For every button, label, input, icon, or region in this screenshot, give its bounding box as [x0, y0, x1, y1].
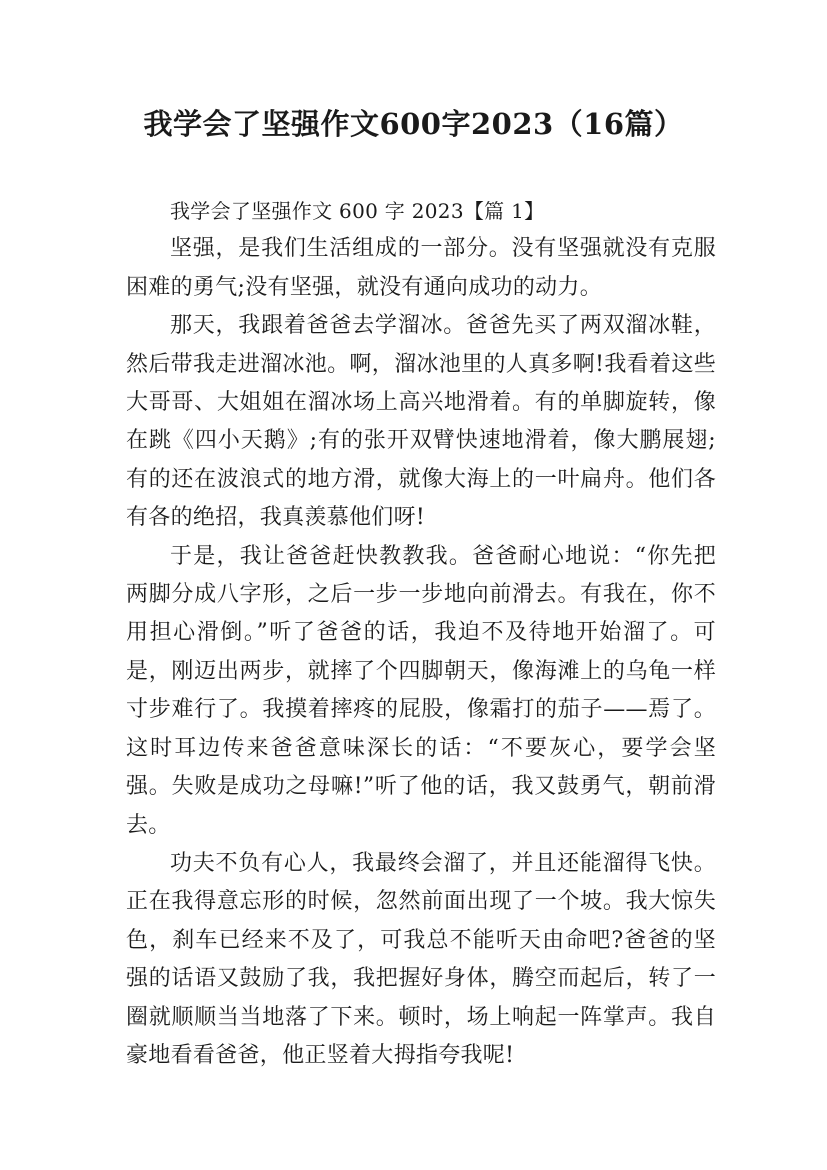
paragraph: 功夫不负有心人，我最终会溜了，并且还能溜得飞快。正在我得意忘形的时候，忽然前面出现了一个坡。我大惊失色，刹车已经来不及了，可我总不能听天由命吧?爸爸的坚强的话语又鼓励了我，我把握好身体，腾空而起后，转了一圈就顺顺当当地落了下来。顿时，场上响起一阵掌声。我自豪地看看爸爸，他正竖着大拇指夸我呢! [126, 850, 716, 1068]
document-body [126, 192, 716, 1075]
paragraph: 那天，我跟着爸爸去学溜冰。爸爸先买了两双溜冰鞋，然后带我走进溜冰池。啊，溜冰池里的人真多啊!我看着这些大哥哥、大姐姐在溜冰场上高兴地滑着。有的单脚旋转，像在跳《四小天鹅》;有的张开双臂快速地滑着，像大鹏展翅;有的还在波浪式的地方滑，就像大海上的一叶扁舟。他们各有各的绝招，我真羡慕他们呀! [126, 313, 716, 531]
document-title: 我学会了坚强作文600字2023（16篇） [143, 107, 684, 141]
section-heading: 我学会了坚强作文 600 字 2023【篇 1】 [170, 199, 545, 223]
paragraph: 坚强，是我们生活组成的一部分。没有坚强就没有克服困难的勇气;没有坚强，就没有通向成功的动力。 [126, 236, 716, 300]
paragraph: 于是，我让爸爸赶快教教我。爸爸耐心地说：“你先把两脚分成八字形，之后一步一步地向前滑去。有我在，你不用担心滑倒。”听了爸爸的话，我迫不及待地开始溜了。可是，刚迈出两步，就摔了个四脚朝天，像海滩上的乌龟一样寸步难行了。我摸着摔疼的屁股，像霜打的茄子——焉了。这时耳边传来爸爸意味深长的话：“不要灰心，要学会坚强。失败是成功之母嘛!”听了他的话，我又鼓勇气，朝前滑去。 [126, 543, 716, 838]
